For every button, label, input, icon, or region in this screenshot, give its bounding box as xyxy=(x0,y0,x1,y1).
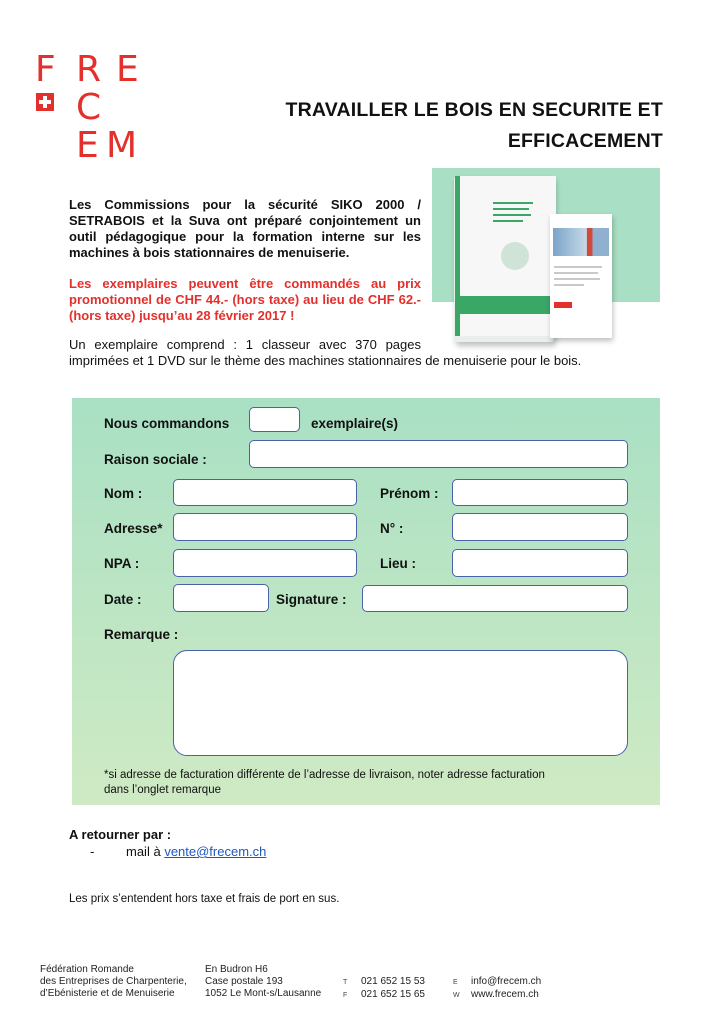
note-line1: *si adresse de facturation différente de l’adresse de livraison, noter adresse facturation xyxy=(104,769,545,781)
nom-input[interactable] xyxy=(173,479,357,506)
logo-letter-f: F xyxy=(35,49,56,90)
logo-letter-e: E xyxy=(116,49,139,90)
mail-prefix: mail à xyxy=(126,844,161,859)
footer-phones xyxy=(343,976,425,1002)
label-exemplaires: exemplaire(s) xyxy=(311,416,399,431)
footer-fax: 021 652 15 65 xyxy=(361,989,425,1000)
raison-sociale-input[interactable] xyxy=(249,440,628,468)
footer-org-line1: Fédération Romande xyxy=(40,964,134,975)
footer-w-label: W xyxy=(453,992,460,999)
footer-t-label: T xyxy=(343,979,348,986)
date-input[interactable] xyxy=(173,584,269,612)
return-heading: A retourner par : xyxy=(69,827,172,842)
swiss-cross-icon xyxy=(36,93,54,111)
label-npa: NPA : xyxy=(104,556,140,571)
label-lieu: Lieu : xyxy=(380,556,416,571)
label-prenom: Prénom : xyxy=(380,486,439,501)
footer-contacts xyxy=(453,976,541,1002)
remarque-textarea[interactable] xyxy=(173,650,628,756)
page-title xyxy=(203,95,663,157)
logo-letter-r: R xyxy=(76,49,102,90)
return-mail-item xyxy=(90,844,266,859)
note-line2: dans l’onglet remarque xyxy=(104,784,221,796)
footer-org-line2: des Entreprises de Charpenterie, xyxy=(40,976,187,987)
numero-input[interactable] xyxy=(452,513,628,541)
adresse-input[interactable] xyxy=(173,513,357,541)
footer-email[interactable]: info@frecem.ch xyxy=(471,976,542,987)
intro-paragraph: Les Commissions pour la sécurité SIKO 2000 / SETRABOIS et la Suva ont préparé conjointement un outil pédagogique pour la formation interne sur les machines à bois stationnaires de menuiserie. xyxy=(69,197,421,260)
footer-addr-line2: Case postale 193 xyxy=(205,976,283,987)
quantity-input[interactable] xyxy=(249,407,300,432)
prices-note: Les prix s’entendent hors taxe et frais de port en sus. xyxy=(69,893,340,905)
label-nom: Nom : xyxy=(104,486,143,501)
contents-paragraph xyxy=(69,337,612,369)
footer-address xyxy=(205,964,321,1000)
footer-f-label: F xyxy=(343,992,348,999)
label-adresse: Adresse* xyxy=(104,521,163,536)
footer-addr-line1: En Budron H6 xyxy=(205,964,268,975)
binder-cover-lines xyxy=(493,196,537,276)
brochure-text-lines xyxy=(554,262,606,322)
list-dash: - xyxy=(90,844,95,859)
footer-addr-line3: 1052 Le Mont-s/Lausanne xyxy=(205,988,322,999)
npa-input[interactable] xyxy=(173,549,357,577)
logo-letter-c: C xyxy=(76,87,102,128)
brochure-photo xyxy=(553,228,609,256)
logo-letter-e2: E xyxy=(76,125,99,166)
page-title-line2: EFFICACEMENT xyxy=(507,130,663,152)
footer-org-line3: d’Ebénisterie et de Menuiserie xyxy=(40,988,175,999)
binder-band xyxy=(460,296,552,314)
contents-line1: Un exemplaire comprend : 1 classeur avec 370 pages xyxy=(69,337,421,352)
contents-line2: imprimées et 1 DVD sur le thème des machines stationnaires de menuiserie pour le bois. xyxy=(69,353,582,368)
footer-e-label: E xyxy=(453,979,458,986)
label-remarque: Remarque : xyxy=(104,627,179,642)
prenom-input[interactable] xyxy=(452,479,628,506)
footer-web[interactable]: www.frecem.ch xyxy=(471,989,539,1000)
label-raison-sociale: Raison sociale : xyxy=(104,452,207,467)
label-numero: N° : xyxy=(380,521,404,536)
promo-paragraph: Les exemplaires peuvent être commandés au prix promotionnel de CHF 44.- (hors taxe) au lieu de CHF 62.- (hors taxe) jusqu’au 28 février 2017 ! xyxy=(69,276,421,323)
footer-phone: 021 652 15 53 xyxy=(361,976,425,987)
billing-address-note xyxy=(104,768,624,798)
lieu-input[interactable] xyxy=(452,549,628,577)
label-signature: Signature : xyxy=(276,592,347,607)
page-title-line1: TRAVAILLER LE BOIS EN SECURITE ET xyxy=(285,99,663,121)
footer-organisation xyxy=(40,964,187,1000)
label-nous-commandons: Nous commandons xyxy=(104,416,230,431)
logo-letter-m: M xyxy=(106,125,138,166)
email-link[interactable]: vente@frecem.ch xyxy=(164,844,267,859)
signature-input[interactable] xyxy=(362,585,628,612)
label-date: Date : xyxy=(104,592,142,607)
